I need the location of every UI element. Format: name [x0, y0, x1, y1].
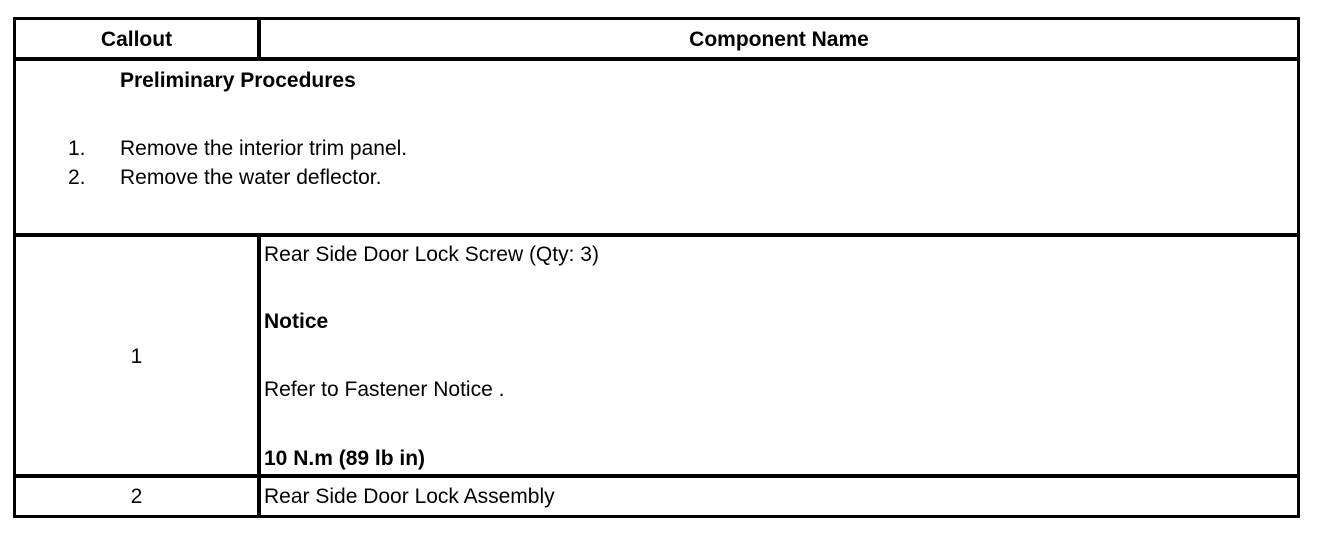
table-header-row [16, 20, 1297, 61]
header-cell-component-name [261, 20, 1297, 57]
component-name-cell [261, 237, 1297, 474]
table-row [16, 237, 1297, 478]
callout-number: 2 [130, 485, 143, 508]
component-name: Rear Side Door Lock Assembly [264, 485, 555, 508]
header-callout-label: Callout [100, 28, 173, 51]
component-name-cell [261, 478, 1297, 515]
component-table [13, 17, 1300, 518]
notice-text: Refer to Fastener Notice . [264, 378, 505, 401]
callout-number: 1 [130, 345, 143, 368]
step-text: Remove the water deflector. [120, 166, 382, 189]
preliminary-procedures-title: Preliminary Procedures [120, 69, 356, 92]
notice-label: Notice [264, 310, 329, 333]
step-text: Remove the interior trim panel. [120, 137, 408, 160]
step-number: 1. [68, 137, 86, 160]
component-name: Rear Side Door Lock Screw (Qty: 3) [264, 243, 599, 266]
callout-cell [16, 478, 261, 515]
header-component-name-label: Component Name [689, 28, 869, 51]
torque-spec: 10 N.m (89 lb in) [264, 447, 426, 470]
step-number: 2. [68, 166, 86, 189]
header-cell-callout [16, 20, 261, 57]
table-row [16, 478, 1297, 515]
callout-cell [16, 237, 261, 474]
preliminary-procedures-row [16, 61, 1297, 237]
